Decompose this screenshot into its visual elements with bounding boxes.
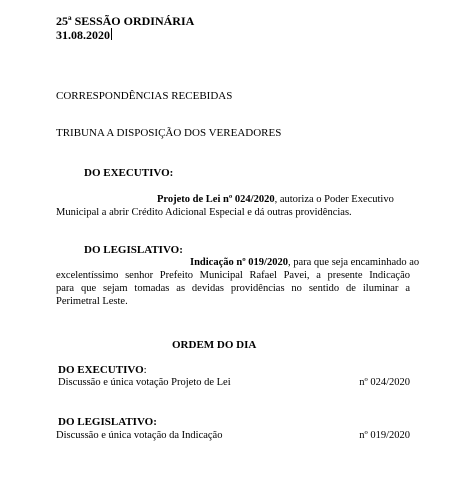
executivo-item-line2: Municipal a abrir Crédito Adicional Especial e dá outras providências. xyxy=(56,207,352,218)
tribuna-heading: TRIBUNA A DISPOSIÇÃO DOS VEREADORES xyxy=(56,127,282,139)
legislativo-item-line1 xyxy=(190,256,419,269)
legislativo-item-line4: Perimetral Leste. xyxy=(56,296,128,307)
ordem-do-dia-heading: ORDEM DO DIA xyxy=(172,339,257,351)
legislativo-item-line3: para que sejam tomadas as devidas providências no sentido de iluminar a xyxy=(56,283,410,294)
correspondencias-heading: CORRESPONDÊNCIAS RECEBIDAS xyxy=(56,90,233,102)
session-title: 25ª SESSÃO ORDINÁRIA xyxy=(56,14,195,28)
ordem-legislativo-number: nº 019/2020 xyxy=(359,430,410,441)
ordem-executivo-heading-line xyxy=(58,363,147,377)
session-date: 31.08.2020 xyxy=(56,28,110,42)
legislativo-item-line2: excelentíssimo senhor Prefeito Municipal Rafael Pavei, a presente Indicação xyxy=(56,270,410,281)
ordem-executivo-heading: DO EXECUTIVO xyxy=(58,364,144,376)
session-date-line[interactable] xyxy=(56,28,112,42)
ordem-executivo-number: nº 024/2020 xyxy=(359,377,410,388)
ordem-legislativo-description: Discussão e única votação da Indicação xyxy=(56,430,223,441)
executivo-item-title: Projeto de Lei nº 024/2020 xyxy=(157,194,275,205)
legislativo-heading: DO LEGISLATIVO: xyxy=(84,244,183,256)
text-cursor xyxy=(111,28,112,40)
ordem-legislativo-heading: DO LEGISLATIVO: xyxy=(58,416,157,428)
ordem-executivo-description: Discussão e única votação Projeto de Lei xyxy=(58,377,231,388)
ordem-executivo-colon: : xyxy=(143,364,147,376)
executivo-heading: DO EXECUTIVO: xyxy=(84,167,174,179)
legislativo-item-text1: , para que seja encaminhado ao xyxy=(287,257,420,268)
executivo-item-line1 xyxy=(157,193,394,206)
legislativo-item-title: Indicação nº 019/2020 xyxy=(190,257,288,268)
executivo-item-text1: , autoriza o Poder Executivo xyxy=(274,194,394,205)
